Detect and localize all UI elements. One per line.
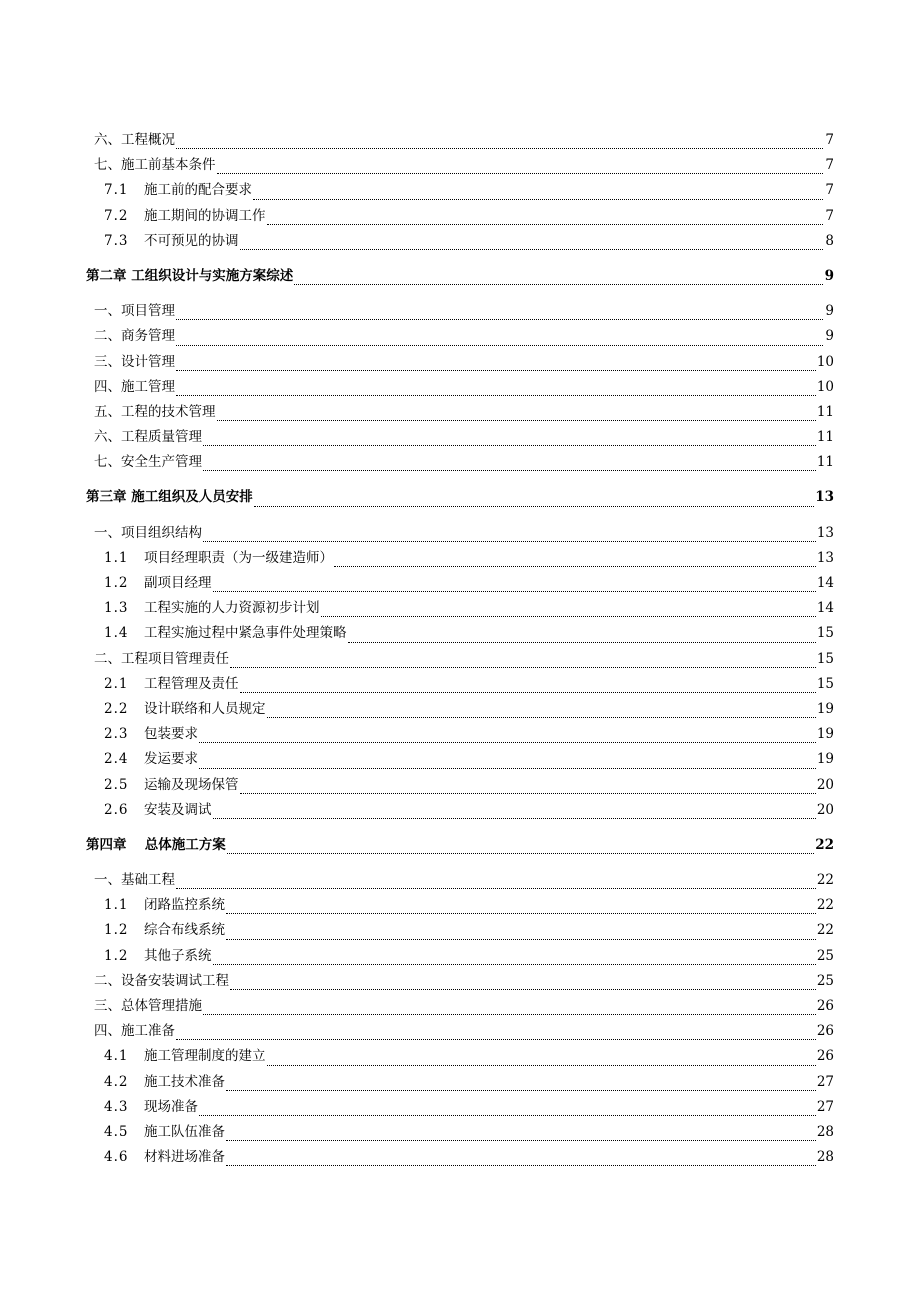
toc-entry-number: 2.1	[104, 675, 129, 692]
toc-entry-title: 六、工程质量管理	[94, 429, 202, 446]
toc-dot-leader	[253, 199, 823, 200]
toc-entry-number: 1.1	[104, 549, 129, 566]
toc-dot-leader	[199, 742, 816, 743]
toc-entry-title: 其他子系统	[144, 947, 212, 964]
toc-dot-leader	[240, 249, 824, 250]
toc-dot-leader	[226, 1090, 816, 1091]
toc-entry-number: 1.2	[104, 947, 129, 964]
toc-entry-number: 7.1	[104, 182, 129, 199]
toc-entry[interactable]	[86, 747, 834, 772]
toc-page-number: 7	[825, 157, 834, 174]
toc-entry[interactable]	[86, 546, 834, 571]
toc-chapter-entry[interactable]	[86, 833, 834, 858]
toc-entry[interactable]	[86, 647, 834, 672]
toc-page-number: 7	[825, 132, 834, 148]
toc-dot-leader	[217, 173, 824, 174]
toc-entry[interactable]	[86, 571, 834, 596]
toc-page-number: 25	[816, 972, 834, 989]
toc-entry-title: 三、设计管理	[94, 353, 175, 370]
toc-entry-title: 施工前的配合要求	[144, 182, 252, 199]
toc-entry-title: 发运要求	[144, 751, 198, 768]
toc-entry[interactable]	[86, 697, 834, 722]
toc-entry-title: 工程实施过程中紧急事件处理策略	[144, 625, 347, 642]
toc-entry[interactable]	[86, 994, 834, 1019]
toc-entry-number: 1.4	[104, 625, 129, 642]
toc-dot-leader	[348, 642, 816, 643]
toc-page-number: 26	[816, 1023, 834, 1040]
toc-entry-number: 1.2	[104, 922, 129, 939]
toc-entry-title: 七、施工前基本条件	[94, 157, 216, 174]
toc-entry[interactable]	[86, 521, 834, 546]
toc-entry-title: 设计联络和人员规定	[144, 700, 266, 717]
toc-entry[interactable]	[86, 1145, 834, 1170]
toc-page-number: 11	[816, 454, 834, 471]
toc-entry-number: 4.3	[104, 1098, 129, 1115]
toc-entry-number: 1.1	[104, 897, 129, 914]
toc-page-number: 27	[816, 1098, 834, 1115]
toc-entry-title: 现场准备	[144, 1098, 198, 1115]
toc-entry[interactable]	[86, 969, 834, 994]
toc-dot-leader	[176, 1039, 816, 1040]
toc-page-number: 13	[816, 524, 834, 541]
toc-page-number: 11	[816, 403, 834, 420]
toc-page-number: 15	[816, 650, 834, 667]
toc-page-number: 9	[824, 267, 834, 284]
table-of-contents	[86, 128, 834, 1170]
toc-dot-leader	[203, 470, 816, 471]
toc-dot-leader	[203, 1014, 816, 1015]
toc-entry[interactable]	[86, 1070, 834, 1095]
toc-page-number: 14	[816, 600, 834, 617]
toc-entry[interactable]	[86, 621, 834, 646]
toc-entry[interactable]	[86, 1120, 834, 1145]
toc-entry-title: 第三章 施工组织及人员安排	[86, 489, 253, 506]
toc-page-number: 27	[816, 1073, 834, 1090]
toc-entry-number: 7.2	[104, 207, 129, 224]
toc-page-number: 13	[816, 549, 834, 566]
toc-page-number: 15	[816, 625, 834, 642]
toc-dot-leader	[227, 853, 815, 854]
toc-entry[interactable]	[86, 450, 834, 475]
toc-dot-leader	[199, 1115, 816, 1116]
toc-entry-number: 7.3	[104, 232, 129, 249]
toc-entry-number: 2.3	[104, 726, 129, 743]
toc-entry-title: 施工管理制度的建立	[144, 1048, 266, 1065]
toc-entry-number: 2.4	[104, 751, 129, 768]
toc-entry[interactable]	[86, 229, 834, 254]
toc-entry-title: 六、工程概况	[94, 132, 175, 148]
toc-entry-title: 四、施工准备	[94, 1023, 175, 1040]
toc-entry-title: 工程实施的人力资源初步计划	[144, 600, 320, 617]
toc-entry-title: 二、设备安装调试工程	[94, 972, 229, 989]
toc-dot-leader	[176, 888, 816, 889]
toc-entry[interactable]	[86, 178, 834, 203]
toc-entry[interactable]	[86, 128, 834, 153]
toc-entry-title: 二、工程项目管理责任	[94, 650, 229, 667]
toc-dot-leader	[176, 370, 816, 371]
toc-entry-number: 4.5	[104, 1123, 129, 1140]
toc-chapter-entry[interactable]	[86, 485, 834, 510]
toc-dot-leader	[176, 345, 823, 346]
toc-entry-title: 不可预见的协调	[144, 232, 239, 249]
toc-dot-leader	[213, 818, 816, 819]
toc-page-number: 15	[816, 675, 834, 692]
toc-entry[interactable]	[86, 918, 834, 943]
toc-entry[interactable]	[86, 153, 834, 178]
toc-dot-leader	[226, 913, 816, 914]
toc-dot-leader	[321, 616, 816, 617]
toc-dot-leader	[267, 224, 824, 225]
toc-dot-leader	[176, 148, 823, 149]
toc-dot-leader	[267, 1065, 816, 1066]
toc-entry-title: 一、基础工程	[94, 872, 175, 889]
toc-dot-leader	[294, 284, 823, 285]
toc-dot-leader	[240, 692, 816, 693]
toc-entry[interactable]	[86, 868, 834, 893]
toc-page-number: 7	[825, 207, 834, 224]
toc-dot-leader	[254, 506, 815, 507]
toc-page-number: 19	[816, 700, 834, 717]
toc-dot-leader	[226, 939, 816, 940]
toc-entry[interactable]	[86, 798, 834, 823]
toc-entry[interactable]	[86, 1019, 834, 1044]
toc-page-number: 7	[825, 182, 834, 199]
toc-entry[interactable]	[86, 350, 834, 375]
toc-entry[interactable]	[86, 400, 834, 425]
toc-entry-number: 4.2	[104, 1073, 129, 1090]
toc-entry-title: 一、项目组织结构	[94, 524, 202, 541]
toc-page-number: 20	[816, 801, 834, 818]
toc-dot-leader	[203, 541, 816, 542]
toc-entry-title: 施工期间的协调工作	[144, 207, 266, 224]
toc-entry-title: 一、项目管理	[94, 303, 175, 320]
toc-page-number: 19	[816, 726, 834, 743]
toc-dot-leader	[199, 768, 816, 769]
toc-page-number: 25	[816, 947, 834, 964]
toc-entry-number: 1.2	[104, 575, 129, 591]
toc-page-number: 20	[816, 776, 834, 793]
toc-entry-number: 2.2	[104, 700, 129, 717]
toc-entry[interactable]	[86, 596, 834, 621]
toc-dot-leader	[213, 964, 816, 965]
toc-entry-title: 综合布线系统	[144, 922, 225, 939]
toc-entry[interactable]	[86, 893, 834, 918]
toc-entry-title: 第二章 工组织设计与实施方案综述	[86, 267, 294, 284]
toc-entry[interactable]	[86, 773, 834, 798]
toc-entry[interactable]	[86, 672, 834, 697]
toc-entry[interactable]	[86, 204, 834, 229]
toc-entry-title: 材料进场准备	[144, 1149, 225, 1166]
toc-entry[interactable]	[86, 375, 834, 400]
toc-entry-title: 五、工程的技术管理	[94, 403, 216, 420]
toc-dot-leader	[203, 445, 816, 446]
toc-entry-title: 四、施工管理	[94, 378, 175, 395]
toc-entry-title: 闭路监控系统	[144, 897, 225, 914]
toc-entry-title: 安装及调试	[144, 801, 212, 818]
toc-page-number: 26	[816, 1048, 834, 1065]
toc-entry-title: 副项目经理	[144, 575, 212, 591]
toc-dot-leader	[230, 989, 816, 990]
toc-page-number: 9	[825, 303, 834, 320]
toc-dot-leader	[226, 1140, 816, 1141]
toc-dot-leader	[213, 591, 816, 592]
toc-dot-leader	[176, 395, 816, 396]
toc-page-number: 9	[825, 328, 834, 345]
toc-entry[interactable]	[86, 425, 834, 450]
toc-entry[interactable]	[86, 324, 834, 349]
toc-entry[interactable]	[86, 722, 834, 747]
toc-page-number: 22	[816, 872, 834, 889]
toc-page-number: 11	[816, 429, 834, 446]
toc-entry-title: 七、安全生产管理	[94, 454, 202, 471]
toc-entry-title: 第四章 总体施工方案	[86, 836, 226, 853]
toc-chapter-entry[interactable]	[86, 264, 834, 289]
toc-entry[interactable]	[86, 1044, 834, 1069]
toc-dot-leader	[226, 1165, 816, 1166]
toc-entry[interactable]	[86, 299, 834, 324]
toc-page-number: 22	[816, 897, 834, 914]
toc-entry-title: 工程管理及责任	[144, 675, 239, 692]
toc-page-number: 10	[816, 378, 834, 395]
toc-dot-leader	[217, 420, 816, 421]
toc-dot-leader	[176, 319, 823, 320]
toc-page-number: 26	[816, 998, 834, 1014]
toc-entry-number: 4.6	[104, 1149, 129, 1166]
toc-entry-title: 包装要求	[144, 726, 198, 743]
toc-dot-leader	[334, 566, 816, 567]
toc-page-number: 8	[825, 232, 834, 249]
toc-entry[interactable]	[86, 1095, 834, 1120]
toc-page-number: 28	[816, 1149, 834, 1166]
toc-dot-leader	[240, 793, 816, 794]
toc-entry-title: 二、商务管理	[94, 328, 175, 345]
toc-page-number: 13	[815, 489, 834, 506]
toc-page-number: 22	[815, 836, 834, 853]
toc-entry-title: 三、总体管理措施	[94, 998, 202, 1014]
toc-page-number: 19	[816, 751, 834, 768]
toc-dot-leader	[230, 667, 816, 668]
toc-page-number: 10	[816, 353, 834, 370]
toc-entry-title: 运输及现场保管	[144, 776, 239, 793]
toc-page-number: 14	[816, 575, 834, 591]
toc-page-number: 22	[816, 922, 834, 939]
toc-entry-title: 施工技术准备	[144, 1073, 225, 1090]
toc-entry-title: 项目经理职责（为一级建造师）	[144, 549, 333, 566]
toc-entry[interactable]	[86, 944, 834, 969]
toc-entry-number: 4.1	[104, 1048, 129, 1065]
toc-entry-title: 施工队伍准备	[144, 1123, 225, 1140]
toc-entry-number: 1.3	[104, 600, 129, 617]
toc-entry-number: 2.5	[104, 776, 129, 793]
toc-entry-number: 2.6	[104, 801, 129, 818]
toc-dot-leader	[267, 717, 816, 718]
toc-page-number: 28	[816, 1123, 834, 1140]
